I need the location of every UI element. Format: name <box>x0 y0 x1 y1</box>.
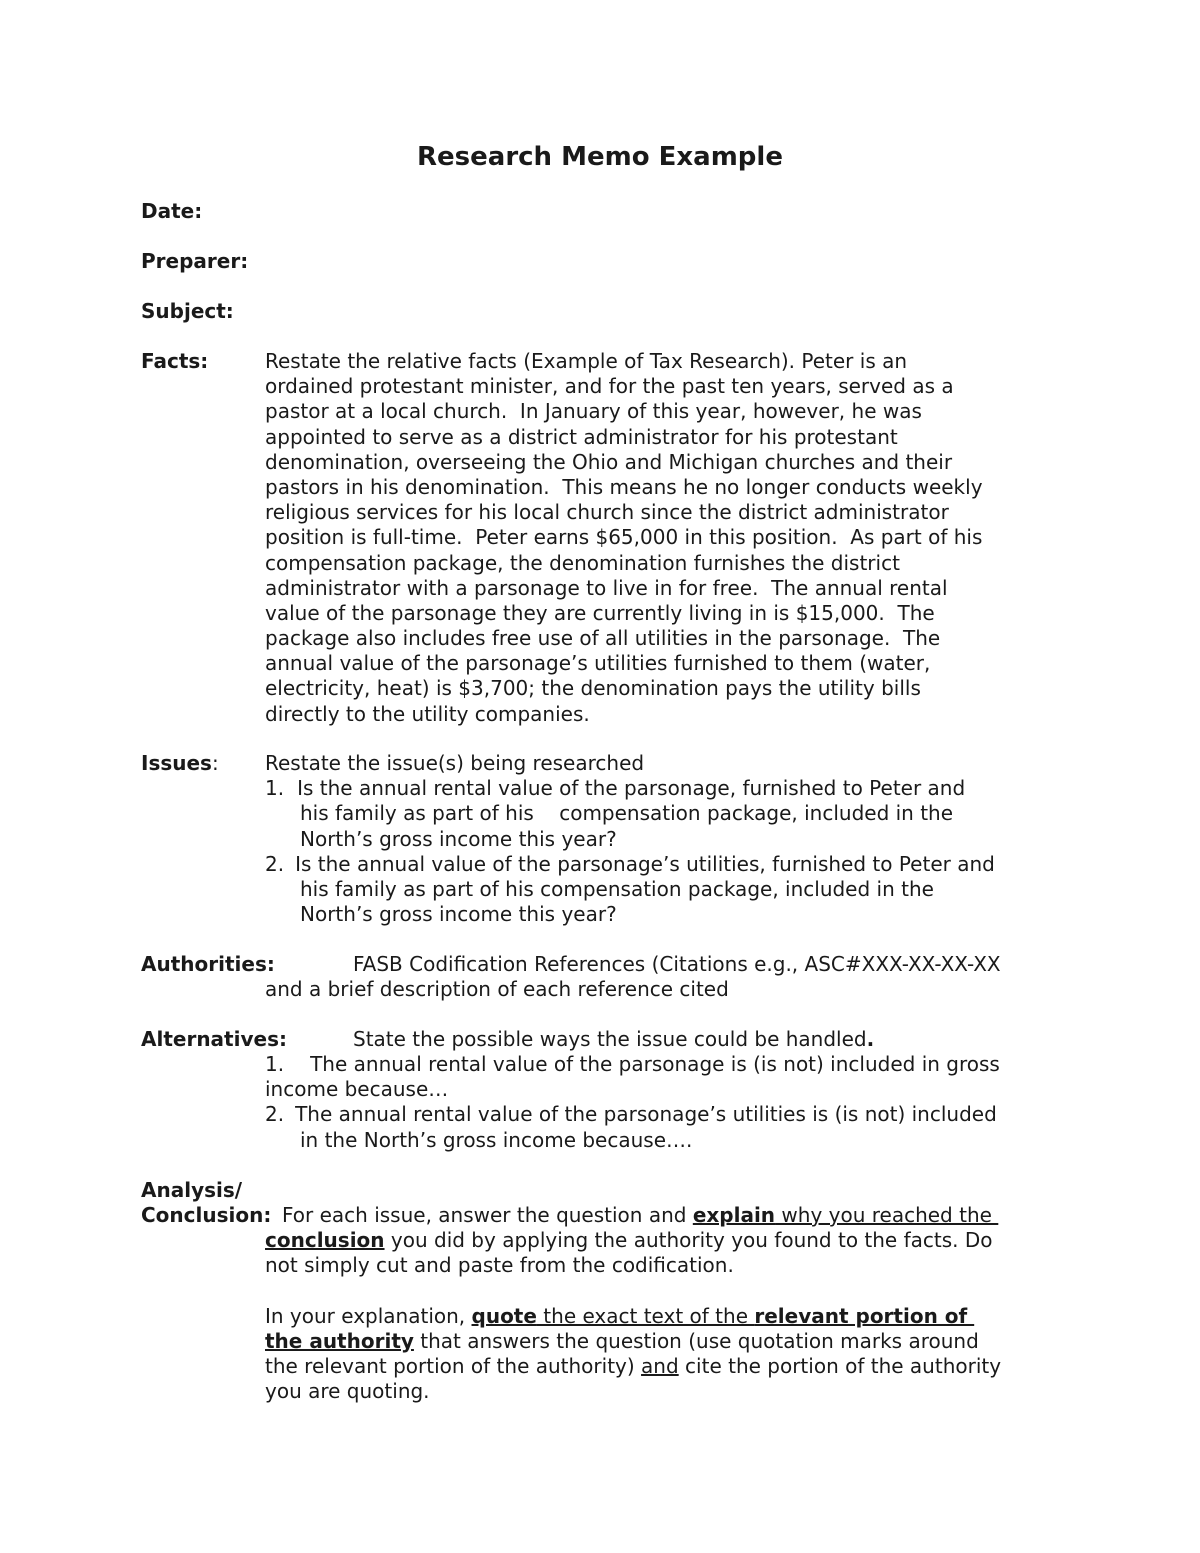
alternatives-label: Alternatives: <box>141 1027 287 1051</box>
alternatives-intro-text: State the possible ways the issue could be handled <box>353 1027 867 1051</box>
analysis-p2-line4: you are quoting. <box>265 1379 430 1404</box>
issue-1-line2: his family as part of his compensation package, included in the <box>300 801 954 826</box>
facts-line: appointed to serve as a district administrator for his protestant <box>265 424 898 449</box>
facts-line: pastor at a local church. In January of this year, however, he was <box>265 399 922 424</box>
issues-intro: Restate the issue(s) being researched <box>265 751 645 775</box>
facts-line: religious services for his local church since the district administrator <box>265 500 949 525</box>
preparer-label: Preparer: <box>141 249 249 273</box>
alternatives-intro-period: . <box>866 1027 875 1051</box>
facts-line: value of the parsonage they are currently living in is $15,000. The <box>265 600 935 625</box>
analysis-p2-relevant: relevant portion of <box>754 1303 975 1328</box>
alternative-1-number: 1. <box>265 1052 285 1076</box>
document-title: Research Memo Example <box>417 142 783 172</box>
issue-item-2 <box>265 852 1065 877</box>
analysis-p2-authority: the authority <box>265 1328 414 1353</box>
analysis-p2-f: that answers the question (use quotation marks around <box>413 1328 979 1353</box>
date-label: Date: <box>141 199 203 223</box>
analysis-p1-e: you did by applying the authority you found to the facts. Do <box>384 1228 993 1252</box>
facts-line: pastors in his denomination. This means he no longer conducts weekly <box>265 474 983 499</box>
authorities-text-1: FASB Codification References (Citations e.g., ASC#XXX-XX-XX-XX <box>353 952 1001 976</box>
issue-2-line3: North’s gross income this year? <box>300 902 617 927</box>
analysis-p1-a: For each issue, answer the question and <box>282 1203 693 1227</box>
analysis-p2-line3 <box>265 1354 1065 1379</box>
issue-item-1 <box>265 776 1065 801</box>
analysis-p2-i: cite the portion of the authority <box>678 1353 1002 1378</box>
facts-line: ordained protestant minister, and for the past ten years, served as a <box>265 374 954 399</box>
issues-label-colon: : <box>211 751 219 775</box>
facts-line: package also includes free use of all utilities in the parsonage. The <box>265 626 941 651</box>
facts-line: Restate the relative facts (Example of Tax Research). Peter is an <box>265 349 908 373</box>
analysis-p2-a: In your explanation, <box>265 1303 472 1328</box>
facts-line: electricity, heat) is $3,700; the denomination pays the utility bills <box>265 676 921 701</box>
subject-label: Subject: <box>141 299 234 323</box>
issue-2-line2: his family as part of his compensation package, included in the <box>300 876 934 901</box>
analysis-p1-rest <box>265 1228 1065 1404</box>
analysis-p1-line3: not simply cut and paste from the codification. <box>265 1253 734 1278</box>
authorities-label: Authorities: <box>141 952 275 976</box>
alternative-item-2 <box>265 1102 1065 1127</box>
analysis-p1-explain: explain <box>692 1203 776 1227</box>
issues-label-text: Issues <box>141 751 212 775</box>
analysis-p2-line1 <box>265 1304 1065 1329</box>
issue-2-line1: Is the annual value of the parsonage’s utilities, furnished to Peter and <box>295 851 995 876</box>
issue-2-number: 2. <box>265 851 285 876</box>
facts-line: directly to the utility companies. <box>265 701 590 726</box>
analysis-p2-line2 <box>265 1329 1065 1354</box>
analysis-p2-c: the exact text of the <box>536 1303 755 1328</box>
alternative-1-line2: income because… <box>265 1077 449 1102</box>
analysis-p1-conclusion: conclusion <box>265 1228 385 1252</box>
analysis-blank-line <box>265 1278 1065 1303</box>
alternative-1-line1: The annual rental value of the parsonage is (is not) included in gross <box>310 1052 1000 1076</box>
analysis-p1-c: why you reached the <box>775 1203 999 1227</box>
facts-line: administrator with a parsonage to live in for free. The annual rental <box>265 575 948 600</box>
facts-line: compensation package, the denomination furnishes the district <box>265 550 900 575</box>
alternative-2-line1: The annual rental value of the parsonage’s utilities is (is not) included <box>295 1102 997 1127</box>
conclusion-label: Conclusion: <box>141 1203 272 1227</box>
analysis-p1-line2 <box>265 1228 1065 1253</box>
alternative-item-1 <box>265 1052 1065 1077</box>
facts-label: Facts: <box>141 349 209 373</box>
facts-line: denomination, overseeing the Ohio and Michigan churches and their <box>265 449 953 474</box>
alternatives-body <box>265 1052 1065 1153</box>
analysis-p2-quote: quote <box>471 1303 537 1328</box>
issue-1-line3: North’s gross income this year? <box>300 826 617 851</box>
issue-1-number: 1. <box>265 776 285 801</box>
facts-line: position is full-time. Peter earns $65,000 in this position. As part of his <box>265 525 983 550</box>
alternative-2-number: 2. <box>265 1102 285 1127</box>
facts-body <box>265 349 1065 727</box>
analysis-label: Analysis/ <box>141 1178 243 1202</box>
facts-line: annual value of the parsonage’s utilities furnished to them (water, <box>265 651 931 676</box>
analysis-p2-and: and <box>641 1353 679 1378</box>
issues-body <box>265 751 1065 927</box>
analysis-p2-g: the relevant portion of the authority) <box>265 1353 642 1378</box>
analysis-p1-line1 <box>282 1203 998 1228</box>
issue-1-line1: Is the annual rental value of the parsonage, furnished to Peter and <box>297 776 966 801</box>
alternatives-intro <box>353 1027 874 1052</box>
alternative-2-line2: in the North’s gross income because…. <box>300 1127 693 1152</box>
authorities-text-2: and a brief description of each reference cited <box>265 977 729 1001</box>
issues-label <box>141 751 219 776</box>
